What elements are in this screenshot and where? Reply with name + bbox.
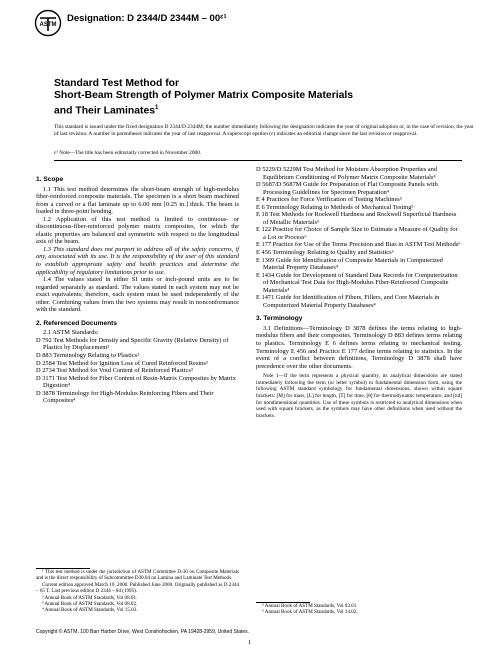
reference-item: E 177 Practice for Use of the Terms Precision and Bias in ASTM Test Methods⁶ [256, 241, 461, 249]
reference-item: D 2584 Test Method for Ignition Loss of Cured Reinforced Resins³ [36, 359, 208, 367]
reference-item: D 5229/D 5229M Test Method for Moisture Absorption Properties and Equilibrium Conditioning of Polymer Matrix Composite Materials⁴ [256, 166, 438, 181]
right-column [256, 166, 462, 419]
title-line-3: and Their Laminates$^1$ [54, 105, 159, 117]
note-1: Note 1—If the term represents a physical quantity, its analytical dimensions are stated immediately following the term (or letter symbol) in fundamental dimension form, using the following ASTM standard symbology for fundamental dimensions, shown within square brackets: [M] for mass, [L] for length, [T] for time, [θ] for thermodynamic temperature, and [nd] for nondimensional quantities. Use of these symbols is restricted to analytical dimensions when used with square brackets, as the symbols may have other definitions when used without the brackets. [256, 373, 462, 419]
footnotes-left [36, 568, 239, 614]
section-heading-terminology: 3. Terminology [256, 315, 303, 323]
reference-item: D 2734 Test Method for Void Content of Reinforced Plastics³ [36, 367, 193, 375]
footnote: ² Annual Book of ASTM Standards, Vol 08.01. [42, 594, 138, 601]
reference-item: D 3171 Test Method for Fiber Content of Resin-Matrix Composites by Matrix Digestion⁴ [36, 374, 236, 390]
copyright-line: Copyright © ASTM, 100 Barr Harbor Drive, West Conshohocken, PA 19428-2959, United States. [36, 629, 250, 635]
reference-item: E 1434 Guide for Development of Standard Data Records for Computerization of Mechanical Test Data for High-Modulus Fiber-Reinforced Composite Materials⁴ [256, 271, 458, 294]
reference-item: D 5687/D 5687M Guide for Preparation of Flat Composite Panels with Processing Guidelines for Specimen Preparation⁴ [256, 181, 438, 196]
reference-item: E 1471 Guide for Identification of Fibers, Fillers, and Core Materials in Computerized Material Property Databases⁴ [256, 294, 440, 309]
reference-item: E 122 Practice for Choice of Sample Size to Estimate a Measure of Quality for a Lot or Process⁶ [256, 226, 458, 241]
paragraph-3-1: 3.1 Definitions—Terminology D 3878 defines the terms relating to high-modulus fibers and their composites. Terminology D 883 defines terms relating to plastics. Terminology E 6 defines terms relating to mechanical testing. Terminology E 456 and Practice E 177 define terms relating to statistics. In the event of a conflict between definitions, Terminology D 3878 shall have precedence over the other documents. [256, 324, 462, 370]
reference-item: E 4 Practices for Force Verification of Testing Machines⁵ [256, 196, 402, 204]
reference-item: D 883 Terminology Relating to Plastics² [36, 352, 140, 360]
designation: Designation: D 2344/D 2344M – 00ᵋ¹ [67, 13, 227, 24]
footnote: ⁵ Annual Book of ASTM Standards, Vol 03.01. [262, 603, 358, 609]
section-heading-referenced-documents: 2. Referenced Documents [36, 319, 117, 327]
reference-item: E 18 Test Methods for Rockwell Hardness and Rockwell Superficial Hardness of Metallic Materials⁵ [256, 211, 457, 226]
footnote: ⁶ Annual Book of ASTM Standards, Vol 14.02. [262, 609, 358, 616]
page-number: 1 [248, 640, 251, 646]
title-line-2: Short-Beam Strength of Polymer Matrix Composite Materials [54, 90, 354, 101]
editorial-note: ε¹ Note—The title has been editorially corrected in November 2000. [54, 150, 202, 156]
footnote: ⁴ Annual Book of ASTM Standards, Vol 15.03. [42, 607, 138, 614]
title-line-1: Standard Test Method for [54, 78, 180, 89]
footnote: ¹ This test method is under the jurisdiction of ASTM Committee D-30 on Composite Materials and is the direct responsibility of Subcommittee D30.04 on Lamina and Laminate Test Methods. [36, 569, 239, 582]
paragraph-1-4: 1.4 The values stated in either SI units or inch-pound units are to be regarded separately as standard. The values stated in each system may not be exact equivalents; therefore, each system must be used independently of the other. Combining values from the two systems may result in nonconformance with the standard. [36, 276, 239, 314]
svg-text:ASTM: ASTM [39, 22, 57, 28]
left-column [36, 170, 239, 405]
astm-logo [34, 9, 62, 37]
footnote: Current edition approved March 10, 2000. Published June 2000. Originally published as D 2344 – 65 T. Last previous edition D 2344 – 84 (1995). [36, 581, 239, 595]
reference-item: D 792 Test Methods for Density and Specific Gravity (Relative Density) of Plastics by Displacement² [36, 336, 229, 352]
paragraph-1-1: 1.1 This test method determines the short-beam strength of high-modulus fiber-reinforced composite materials. The specimen is a short beam machined from a curved or a flat laminate up to 6.00 mm [0.25 in.] thick. The beam is loaded in three-point bending. [36, 185, 239, 216]
reference-item: E 1309 Guide for Identification of Composite Materials in Computerized Material Property Databases⁴ [256, 256, 443, 272]
section-heading-scope: 1. Scope [36, 176, 64, 183]
issuance-notice: This standard is issued under the fixed designation D 2344/D 2344M; the number immediately following the designation indicates the year of original adoption or, in the case of revision, the year of last revision. A number in parentheses indicates the year of last reapproval. A superscript epsilon (ε) indicates an editorial change since the last revision or reapproval. [54, 124, 474, 137]
paragraph-1-3: 1.3 This standard does not purport to address all of the safety concerns, if any, associated with its use. It is the responsibility of the user of this standard to establish appropriate safety and health practices and determine the applicability of regulatory limitations prior to use. [36, 245, 239, 276]
divider [54, 160, 462, 161]
reference-item: D 3878 Terminology for High-Modulus Reinforcing Fibers and Their Composites⁴ [36, 389, 214, 405]
footnotes-right [256, 602, 462, 616]
reference-item: E 6 Terminology Relating to Methods of Mechanical Testing⁵ [256, 203, 414, 211]
footnote: ³ Annual Book of ASTM Standards, Vol 08.02. [42, 601, 138, 608]
paragraph-1-2: 1.2 Application of this test method is limited to continuous- or discontinuous-fiber-reinforced polymer matrix composites, for which the elastic properties are balanced and symmetric with respect to the longitudinal axis of the beam. [36, 215, 239, 246]
reference-item: E 456 Terminology Relating to Quality and Statistics⁶ [256, 249, 394, 257]
document-title [54, 78, 474, 117]
paragraph-2-1: 2.1 ASTM Standards: [43, 329, 99, 337]
